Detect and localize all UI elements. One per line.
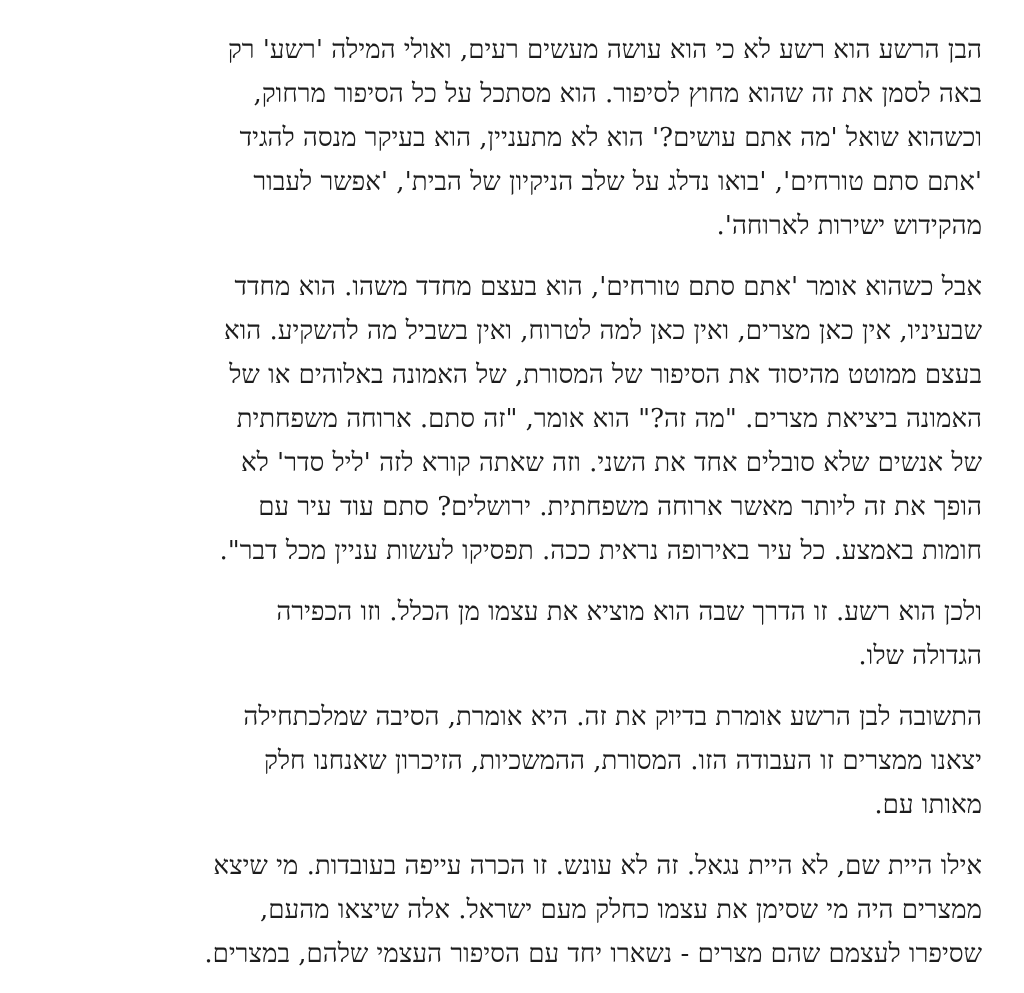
text-line: הגדולה שלו. bbox=[858, 641, 982, 671]
text-line: בעצם ממוטט מהיסוד את הסיפור של המסורת, של האמונה באלוהים או של bbox=[229, 360, 982, 390]
text-line: הבן הרשע הוא רשע לא כי הוא עושה מעשים רעים, ואולי המילה 'רשע' רק bbox=[227, 35, 982, 65]
text-line: ולכן הוא רשע. זו הדרך שבה הוא מוציא את עצמו מן הכלל. וזו הכפירה bbox=[276, 597, 982, 627]
paragraph-wicked-son-claim bbox=[40, 265, 982, 573]
text-line: האמונה ביציאת מצרים. "מה זה?" הוא אומר, "זה סתם. ארוחה משפחתית bbox=[236, 404, 982, 434]
text-line: ממצרים היה מי שסימן את עצמו כחלק מעם ישראל. אלה שיצאו מהעם, bbox=[260, 895, 982, 925]
text-line: חומות באמצע. כל עיר באירופה נראית ככה. תפסיקו לעשות עניין מכל דבר". bbox=[219, 536, 982, 566]
text-line: אילו היית שם, לא היית נגאל. זה לא עונש. זו הכרה עייפה בעובדות. מי שיצא bbox=[213, 851, 982, 881]
paragraph-wicked-son-intro bbox=[40, 28, 982, 248]
paragraph-conclusion bbox=[40, 844, 982, 976]
text-line: של אנשים שלא סובלים אחד את השני. וזה שאתה קורא לזה 'ליל סדר' לא bbox=[241, 448, 982, 478]
text-line: שסיפרו לעצמם שהם מצרים - נשארו יחד עם הסיפור העצמי שלהם, במצרים. bbox=[204, 939, 982, 969]
text-line: באה לסמן את זה שהוא מחוץ לסיפור. הוא מסתכל על כל הסיפור מרחוק, bbox=[253, 79, 982, 109]
paragraph-answer bbox=[40, 695, 982, 827]
text-line: מהקידוש ישירות לארוחה'. bbox=[716, 211, 982, 241]
text-line: וכשהוא שואל 'מה אתם עושים?' הוא לא מתעניין, הוא בעיקר מנסה להגיד bbox=[239, 123, 982, 153]
text-line: יצאנו ממצרים זו העבודה הזו. המסורת, ההמשכיות, הזיכרון שאנחנו חלק bbox=[263, 746, 982, 776]
paragraph-heresy bbox=[40, 590, 982, 678]
document-page bbox=[40, 28, 982, 993]
text-line: הופך את זה ליותר מאשר ארוחה משפחתית. ירושלים? סתם עוד עיר עם bbox=[258, 492, 982, 522]
text-line: התשובה לבן הרשע אומרת בדיוק את זה. היא אומרת, הסיבה שמלכתחילה bbox=[243, 702, 982, 732]
text-line: אבל כשהוא אומר 'אתם סתם טורחים', הוא בעצם מחדד משהו. הוא מחדד bbox=[234, 272, 982, 302]
text-line: 'אתם סתם טורחים', 'בואו נדלג על שלב הניקיון של הבית', 'אפשר לעבור bbox=[253, 167, 982, 197]
text-line: מאותו עם. bbox=[874, 790, 982, 820]
text-line: שבעיניו, אין כאן מצרים, ואין כאן למה לטרוח, ואין בשביל מה להשקיע. הוא bbox=[224, 316, 982, 346]
